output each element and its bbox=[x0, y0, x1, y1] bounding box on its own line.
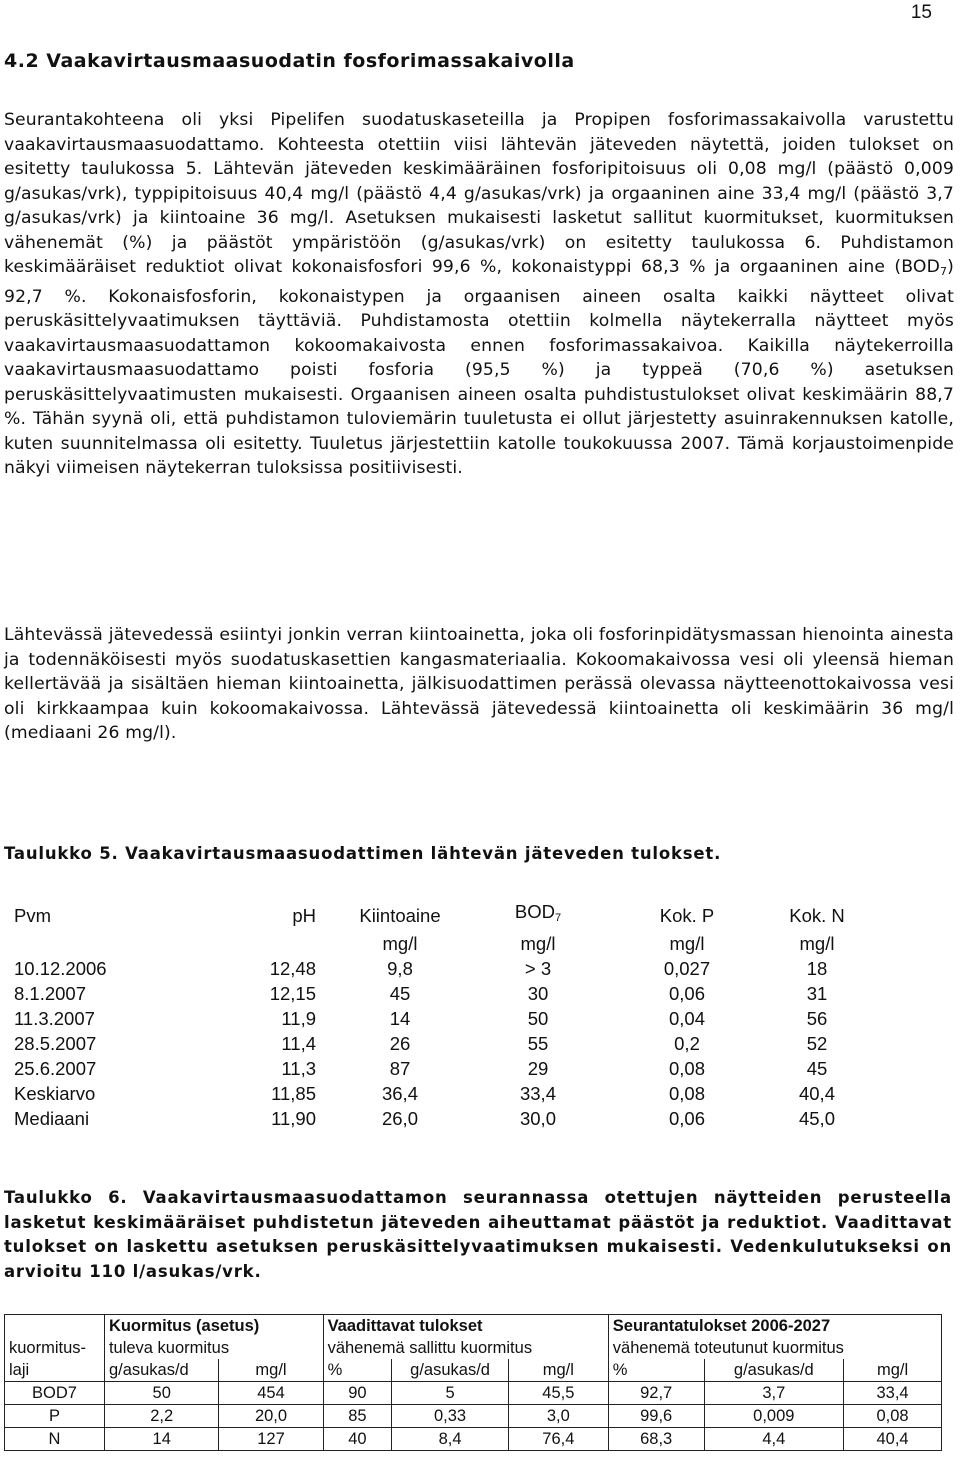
table-cell: 30,0 bbox=[519, 1108, 556, 1129]
header-cell: laji bbox=[5, 1359, 105, 1382]
table-row-summary bbox=[14, 1081, 852, 1106]
table-cell: 0,08 bbox=[668, 1083, 705, 1104]
header-cell: Kok. N bbox=[789, 904, 845, 926]
table-6-caption: Taulukko 6. Vaakavirtausmaasuodattamon seurannassa otettujen näytteiden perusteella lasketut keskimääräiset puhdistetun jäteveden aiheuttamat päästöt ja reduktiot. Vaadittavat tulokset on laskettu asetuksen peruskäsittelyvaatimuksen mukaisesti. Vedenkulutukseksi on arvioitu 110 l/asukas/vrk. bbox=[4, 1188, 952, 1281]
table-row bbox=[5, 1382, 942, 1405]
table-5-unit-row bbox=[14, 931, 852, 956]
table-cell: 36,4 bbox=[381, 1083, 418, 1104]
table-cell: 40 bbox=[323, 1428, 392, 1451]
header-cell: tuleva kuormitus bbox=[104, 1337, 323, 1359]
table-cell: 8.1.2007 bbox=[14, 983, 87, 1004]
table-cell: > 3 bbox=[524, 958, 552, 979]
table-cell: 0,33 bbox=[392, 1405, 509, 1428]
table-cell: 0,08 bbox=[668, 1058, 705, 1079]
table-cell: 40,4 bbox=[798, 1083, 835, 1104]
table-cell: 45 bbox=[389, 983, 411, 1004]
table-row bbox=[5, 1428, 942, 1451]
table-cell: P bbox=[5, 1405, 105, 1428]
paragraph-1-part-b: ) 92,7 %. Kokonaisfosforin, kokonaistypen ja orgaanisen aineen osalta kaikki näytteet olivat peruskäsittelyvaatimuksen täyttäviä. Puhdistamosta otettiin kolmella näytekerralla näytteet myös vaakavirtausmaasuodattamon kokoomakaivosta ennen fosforimassakaivoa. Kaikilla näytekerroilla vaakavirtausmaasuodattamo poisti fosforia (95,5 %) ja typpeä (70,6 %) asetuksen peruskäsittelyvaatimusten mukaisesti. Orgaanisen aineen osalta puhdistustulokset olivat keskimäärin 88,7 %. Tähän syynä oli, että puhdistamon tuloviemärin tuuletusta ei ollut järjestetty asuinrakennuksen katolle, kuten suunnitelmassa oli esitetty. Tuuletus järjestettiin katolle toukokuussa 2007. Tämä korjaustoimenpide näkyi viimeisen näytekerran tuloksissa positiivisesti. bbox=[4, 257, 954, 478]
table-cell: Mediaani bbox=[14, 1108, 90, 1129]
group-header-monitoring: Seurantatulokset 2006-2027 bbox=[608, 1315, 941, 1338]
table-cell: 25.6.2007 bbox=[14, 1058, 97, 1079]
header-cell: kuormitus- bbox=[5, 1337, 105, 1359]
table-cell: 33,4 bbox=[844, 1382, 942, 1405]
page-number: 15 bbox=[910, 2, 932, 23]
table-cell: 31 bbox=[806, 983, 828, 1004]
table-cell: 127 bbox=[219, 1428, 323, 1451]
table-6-group-row bbox=[5, 1315, 942, 1338]
unit-cell: % bbox=[323, 1359, 392, 1382]
table-cell: 4,4 bbox=[704, 1428, 844, 1451]
table-cell: 9,8 bbox=[387, 958, 413, 979]
unit-cell: mg/l bbox=[508, 1359, 608, 1382]
unit-cell: g/asukas/d bbox=[704, 1359, 844, 1382]
paragraph-2: Lähtevässä jätevedessä esiintyi jonkin verran kiintoainetta, joka oli fosforinpidätysmassan hienointa ainesta ja todennäköisesti myös suodatuskasettien kangasmateriaalia. Kokoomakaivossa vesi oli yleensä hieman kellertävää ja sisältäen hieman kiintoainetta, jälkisuodattimen perässä olevassa näytteenottokaivossa vesi oli kirkkaampaa kuin kokoomakaivossa. Lähtevässä jätevedessä kiintoainetta oli keskimäärin 36 mg/l (mediaani 26 mg/l). bbox=[4, 625, 954, 743]
table-cell: 52 bbox=[806, 1033, 828, 1054]
paragraph-1-part-a: Seurantakohteena oli yksi Pipelifen suodatuskaseteilla ja Propipen fosforimassakaivolla varustettu vaakavirtausmaasuodattamo. Kohteesta otettiin viisi lähtevän jäteveden näytettä, joiden tulokset on esitetty taulukossa 5. Lähtevän jäteveden keskimääräinen fosforipitoisuus oli 0,08 mg/l (päästö 0,009 g/asukas/vrk), typpipitoisuus 40,4 mg/l (päästö 4,4 g/asukas/vrk) ja orgaaninen aine 33,4 mg/l (päästö 3,7 g/asukas/vrk) ja kiintoaine 36 mg/l. Asetuksen mukaisesti lasketut sallitut kuormitukset, kuormituksen vähenemät (%) ja päästöt ympäristöön (g/asukas/vrk) on esitetty taulukossa 6. Puhdistamon keskimääräiset reduktiot olivat kokonaisfosfori 99,6 %, kokonaistyppi 68,3 % ja orgaaninen aine (BOD bbox=[4, 110, 954, 277]
unit-cell: % bbox=[608, 1359, 704, 1382]
table-cell: 14 bbox=[104, 1428, 219, 1451]
table-cell: 0,04 bbox=[668, 1008, 705, 1029]
unit-cell: mg/l bbox=[844, 1359, 942, 1382]
unit-cell: g/asukas/d bbox=[392, 1359, 509, 1382]
empty-cell bbox=[5, 1315, 105, 1338]
table-cell: 29 bbox=[527, 1058, 549, 1079]
group-header-required: Vaadittavat tulokset bbox=[323, 1315, 608, 1338]
header-cell: vähenemä toteutunut kuormitus bbox=[608, 1337, 941, 1359]
table-cell: 11,85 bbox=[271, 1083, 316, 1104]
bod-subscript: 7 bbox=[554, 912, 562, 924]
table-cell: 2,2 bbox=[104, 1405, 219, 1428]
header-cell: pH bbox=[292, 904, 316, 926]
table-cell: 99,6 bbox=[608, 1405, 704, 1428]
table-cell: 11,9 bbox=[281, 1008, 316, 1029]
table-row bbox=[14, 1006, 852, 1031]
table-cell: 26 bbox=[389, 1033, 411, 1054]
table-row bbox=[14, 956, 852, 981]
header-cell bbox=[484, 899, 592, 931]
bod-subscript: 7 bbox=[939, 265, 948, 278]
table-5-caption: Taulukko 5. Vaakavirtausmaasuodattimen lähtevän jäteveden tulokset. bbox=[4, 844, 722, 863]
unit-cell: g/asukas/d bbox=[104, 1359, 219, 1382]
table-cell: 50 bbox=[527, 1008, 549, 1029]
unit-cell bbox=[204, 931, 316, 956]
table-cell: N bbox=[5, 1428, 105, 1451]
table-cell: 12,15 bbox=[269, 983, 316, 1004]
table-cell: 11,4 bbox=[281, 1033, 316, 1054]
table-cell: 18 bbox=[806, 958, 828, 979]
unit-cell: mg/l bbox=[219, 1359, 323, 1382]
table-cell: 10.12.2006 bbox=[14, 958, 107, 979]
header-cell: Kiintoaine bbox=[359, 904, 441, 926]
table-cell: 3,7 bbox=[704, 1382, 844, 1405]
table-cell: 11,90 bbox=[271, 1108, 316, 1129]
table-cell: 26,0 bbox=[381, 1108, 418, 1129]
table-cell: 40,4 bbox=[844, 1428, 942, 1451]
bod-label: BOD bbox=[514, 901, 555, 922]
table-cell: 76,4 bbox=[508, 1428, 608, 1451]
table-6-unit-row bbox=[5, 1359, 942, 1382]
table-row bbox=[14, 981, 852, 1006]
unit-cell: mg/l bbox=[799, 933, 835, 954]
table-cell: 68,3 bbox=[608, 1428, 704, 1451]
paragraph-1 bbox=[4, 108, 954, 481]
table-cell: 0,06 bbox=[668, 1108, 705, 1129]
table-row bbox=[14, 1056, 852, 1081]
table-cell: 12,48 bbox=[269, 958, 316, 979]
table-cell: 28.5.2007 bbox=[14, 1033, 97, 1054]
table-cell: 92,7 bbox=[608, 1382, 704, 1405]
table-cell: 0,027 bbox=[663, 958, 711, 979]
table-cell: 14 bbox=[389, 1008, 411, 1029]
unit-cell: mg/l bbox=[382, 933, 418, 954]
table-cell: 11.3.2007 bbox=[14, 1008, 95, 1029]
table-cell: 33,4 bbox=[519, 1083, 556, 1104]
section-heading: 4.2 Vaakavirtausmaasuodatin fosforimassakaivolla bbox=[4, 50, 575, 72]
unit-cell: mg/l bbox=[520, 933, 556, 954]
table-row-summary bbox=[14, 1106, 852, 1131]
table-5 bbox=[14, 899, 852, 1131]
table-cell: 0,08 bbox=[844, 1405, 942, 1428]
table-cell: 0,2 bbox=[674, 1033, 700, 1054]
table-cell: 50 bbox=[104, 1382, 219, 1405]
header-cell: Kok. P bbox=[659, 904, 715, 926]
table-cell: 0,009 bbox=[704, 1405, 844, 1428]
table-5-header-row bbox=[14, 899, 852, 931]
table-cell: 20,0 bbox=[219, 1405, 323, 1428]
table-cell: 8,4 bbox=[392, 1428, 509, 1451]
table-cell: 90 bbox=[323, 1382, 392, 1405]
table-cell: 0,06 bbox=[668, 983, 705, 1004]
unit-cell: mg/l bbox=[669, 933, 705, 954]
table-cell: 56 bbox=[806, 1008, 828, 1029]
table-6 bbox=[4, 1314, 942, 1451]
table-cell: 45 bbox=[806, 1058, 828, 1079]
header-cell: Pvm bbox=[14, 904, 51, 926]
table-cell: Keskiarvo bbox=[14, 1083, 96, 1104]
table-6-subheader-row bbox=[5, 1337, 942, 1359]
table-cell: BOD7 bbox=[5, 1382, 105, 1405]
table-cell: 3,0 bbox=[508, 1405, 608, 1428]
table-cell: 45,5 bbox=[508, 1382, 608, 1405]
table-cell: 454 bbox=[219, 1382, 323, 1405]
header-cell: vähenemä sallittu kuormitus bbox=[323, 1337, 608, 1359]
table-row bbox=[5, 1405, 942, 1428]
table-cell: 55 bbox=[527, 1033, 549, 1054]
table-cell: 5 bbox=[392, 1382, 509, 1405]
table-cell: 30 bbox=[527, 983, 549, 1004]
table-cell: 45,0 bbox=[798, 1108, 835, 1129]
table-row bbox=[14, 1031, 852, 1056]
table-cell: 87 bbox=[389, 1058, 411, 1079]
group-header-load: Kuormitus (asetus) bbox=[104, 1315, 323, 1338]
unit-cell bbox=[14, 931, 204, 956]
table-cell: 85 bbox=[323, 1405, 392, 1428]
table-cell: 11,3 bbox=[281, 1058, 316, 1079]
